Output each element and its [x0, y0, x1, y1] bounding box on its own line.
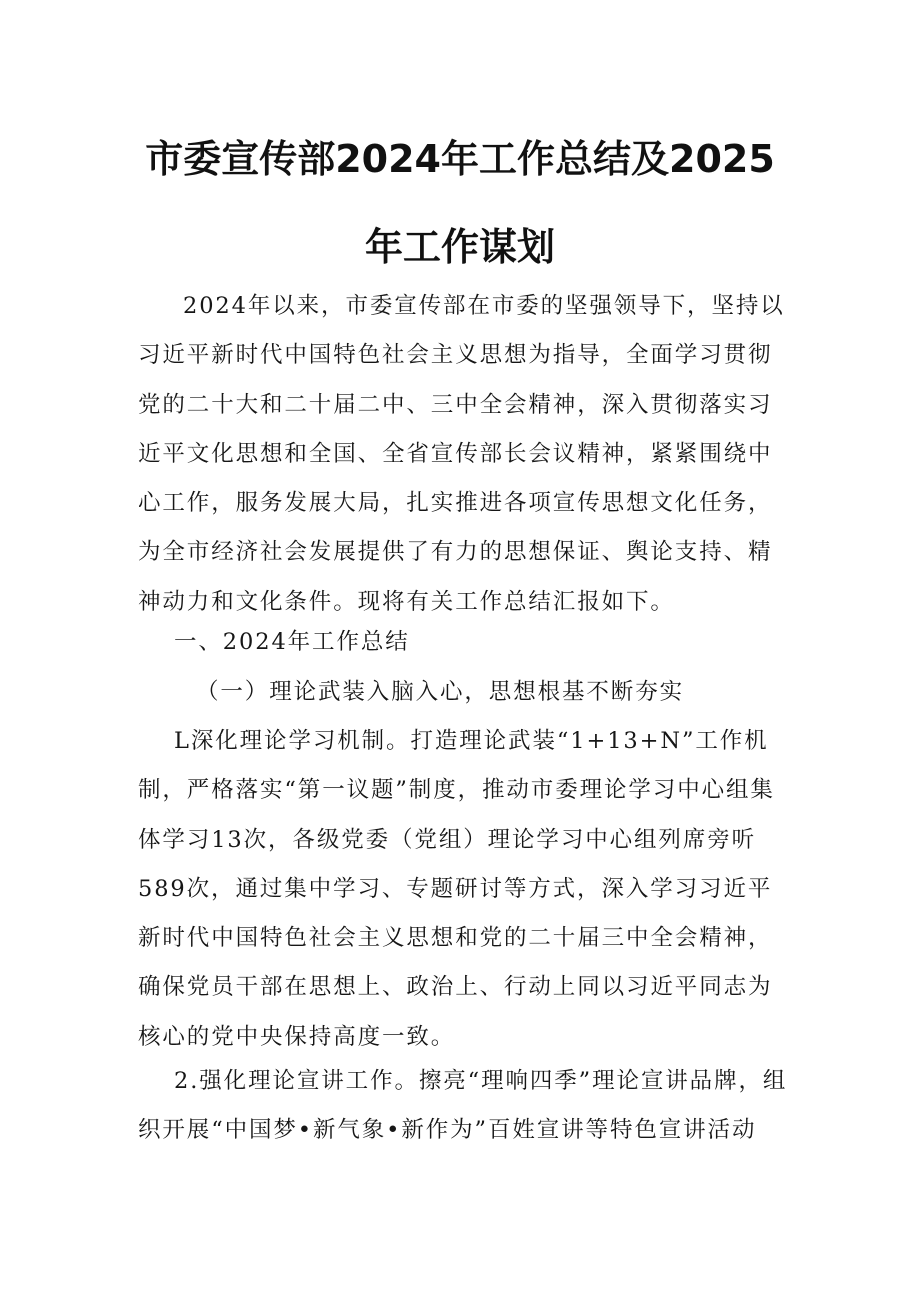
subsection-heading: （一）理论武装入脑入心，思想根基不断夯实 — [196, 679, 685, 705]
section-heading: 一、2024年工作总结 — [174, 629, 410, 655]
document-title-line-1: 市委宣传部2024年工作总结及2025 — [145, 137, 775, 181]
item-2-paragraph: 2.强化理论宣讲工作。擦亮“理响四季”理论宣讲品牌，组织开展“中国梦•新气象•新作为”百姓宣讲等特色宣讲活动 — [138, 1068, 788, 1144]
item-1-paragraph: L深化理论学习机制。打造理论武装“1+13+N”工作机制，严格落实“第一议题”制度，推动市委理论学习中心组集体学习13次，各级党委（党组）理论学习中心组列席旁听589次，通过集中学习、专题研讨等方式，深入学习习近平新时代中国特色社会主义思想和党的二十届三中全会精神，确保党员干部在思想上、政治上、行动上同以习近平同志为核心的党中央保持高度一致。 — [138, 728, 775, 1050]
intro-paragraph: 2024年以来，市委宣传部在市委的坚强领导下，坚持以习近平新时代中国特色社会主义思想为指导，全面学习贯彻党的二十大和二十届二中、三中全会精神，深入贯彻落实习近平文化思想和全国、全省宣传部长会议精神，紧紧围绕中心工作，服务发展大局，扎实推进各项宣传思想文化任务，为全市经济社会发展提供了有力的思想保证、舆论支持、精神动力和文化条件。现将有关工作总结汇报如下。 — [138, 293, 785, 615]
document-title-line-2: 年工作谋划 — [364, 225, 555, 269]
